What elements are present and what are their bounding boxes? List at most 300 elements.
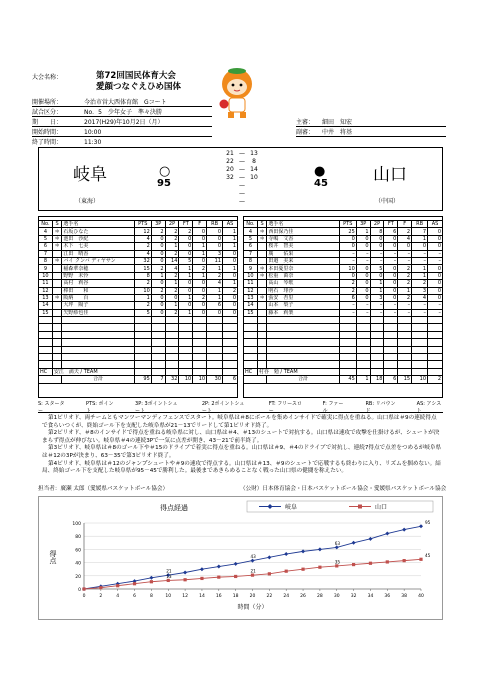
table-cell: 江田 晴香 [62,250,134,257]
table-cell [151,331,165,338]
column-header: No. [39,221,53,228]
table-cell: 25 [339,228,356,235]
column-header: 2P [370,221,384,228]
table-cell: – [356,250,370,257]
table-cell [151,317,165,324]
data-point [285,570,288,573]
away-box-table [243,220,443,384]
quarter-home [224,182,236,190]
table-cell [223,331,238,338]
table-cell [179,339,193,346]
quarter-home: 20 [226,166,234,173]
column-header: AS [428,221,443,228]
table-cell [339,331,356,338]
table-cell: 0 [151,250,165,257]
table-cell: ＊ [257,265,267,272]
table-cell: – [398,309,412,316]
table-cell: 2 [134,243,151,250]
table-cell [356,317,370,324]
table-row [39,272,238,279]
chart-title: 得点経過 [160,504,188,512]
table-cell: 0 [356,294,370,301]
summary-paragraph: 第3ピリオド、岐阜県は＃8のゴール下や＃15のドライブで着実に得点を重ねる。山口県は＃9、＃4のドライブで対抗し、連続7得点で点差をつめるが岐阜県は＃12の3Pが決まり、63－35で第3ピリオド終了。 [42,445,442,459]
table-cell [165,324,179,331]
table-cell: 6 [207,302,223,309]
table-cell: ＊ [52,228,62,235]
table-cell: – [370,257,384,264]
table-cell: – [356,309,370,316]
legend-item: FT: フリースロー [268,401,302,414]
table-cell [52,324,62,331]
table-cell: 6 [39,243,53,250]
table-cell: 0 [151,280,165,287]
total-cell: 10 [193,376,207,383]
table-cell: 10 [39,272,53,279]
table-row [244,324,443,331]
table-cell: 0 [428,235,443,242]
table-row [244,250,443,257]
table-cell: 松重 萬奈 [267,272,339,279]
table-cell [428,331,443,338]
table-cell [39,361,53,368]
table-cell [267,361,339,368]
data-point [419,524,423,528]
table-row [39,250,238,257]
quarter-away [248,190,260,198]
quarter-away: 14 [250,166,258,173]
table-cell: – [398,257,412,264]
table-cell: 15 [134,265,151,272]
legend-label: 山口 [375,504,388,511]
table-cell: 0 [223,294,238,301]
table-cell [370,346,384,353]
table-cell [52,272,62,279]
table-cell: 0 [193,235,207,242]
data-point [369,562,372,565]
total-cell: 15 [398,376,412,383]
total-cell: 45 [339,376,356,383]
data-point [335,545,339,549]
table-row [244,361,443,368]
quarter-row [224,166,260,174]
table-cell: 0 [356,272,370,279]
table-cell: 1 [179,265,193,272]
table-cell [52,280,62,287]
data-point [386,560,389,563]
table-cell [165,346,179,353]
quarter-scores [224,150,260,206]
quarter-sep: — [239,174,245,181]
date-row: 期 日： 2017(H29)年10月2日（月） [32,119,164,126]
total-row [244,376,443,383]
table-cell: 0 [339,272,356,279]
table-cell: 張安 杏里 [267,294,339,301]
table-row [39,354,238,361]
table-cell [52,250,62,257]
home-region: （東海） [75,198,100,205]
table-cell [398,346,412,353]
total-cell: 10 [412,376,428,383]
table-cell: 0 [179,243,193,250]
table-cell: 2 [165,309,179,316]
table-cell: 2 [151,228,165,235]
x-tick-label: 22 [266,594,273,599]
table-cell: 明石 琲沙 [267,287,339,294]
table-cell: 2 [151,287,165,294]
table-cell [179,324,193,331]
table-cell: – [370,309,384,316]
table-cell: 2 [223,287,238,294]
table-cell: 1 [165,243,179,250]
column-header: FT [179,221,193,228]
table-cell: ＊ [257,235,267,242]
table-cell: 0 [151,294,165,301]
column-header: FT [384,221,398,228]
table-cell: 4 [244,228,258,235]
table-row [39,302,238,309]
table-cell: 0 [207,243,223,250]
table-cell: 0 [356,287,370,294]
table-cell: 10 [244,272,258,279]
table-cell: バイ クンバ ディヤサン [62,257,134,264]
table-cell [267,331,339,338]
table-cell [339,324,356,331]
table-cell [356,331,370,338]
table-cell: 0 [179,235,193,242]
total-cell: 32 [165,376,179,383]
total-cell: 6 [384,376,398,383]
data-point [267,555,271,559]
table-cell: 0 [356,265,370,272]
table-cell: 2 [165,287,179,294]
y-tick-label: 60 [75,548,81,554]
x-tick-label: 32 [350,594,357,599]
quarter-away: 13 [250,150,258,157]
table-cell [356,324,370,331]
total-cell: 7 [151,376,165,383]
table-row [244,280,443,287]
table-cell: 2 [151,265,165,272]
hc-label: HC [39,368,53,375]
table-cell [62,317,134,324]
table-cell [193,354,207,361]
legend-item: RB: リバウンド [365,401,396,414]
y-tick-label: 20 [75,574,81,580]
table-cell: 0 [193,287,207,294]
table-cell: 稲森華奈穂 [62,265,134,272]
table-cell: 0 [193,228,207,235]
x-tick-label: 20 [249,594,256,599]
quarter-home [224,198,236,206]
x-tick-label: 16 [215,594,222,599]
x-tick-label: 28 [317,594,323,599]
table-cell [267,317,339,324]
table-cell: 4 [165,265,179,272]
table-cell [370,331,384,338]
table-cell: 高山 琴歌 [267,280,339,287]
column-header: 3P [356,221,370,228]
table-cell [257,302,267,309]
table-cell: 1 [412,265,428,272]
legend-item: AS: アシスト [416,401,442,414]
table-cell: ＊ [52,235,62,242]
data-point [116,584,119,587]
table-cell [384,317,398,324]
table-cell [339,346,356,353]
table-cell: 4 [398,235,412,242]
column-header: 選手名 [62,221,134,228]
table-cell [151,346,165,353]
table-cell: 1 [412,235,428,242]
table-cell: 1 [207,265,223,272]
referee-sub: 副審： 中井 将基 [296,129,353,136]
table-cell: – [384,250,398,257]
column-header: F [398,221,412,228]
table-row [244,272,443,279]
x-tick-label: 0 [82,594,86,599]
table-cell: 1 [207,287,223,294]
y-tick-label: 0 [78,588,81,593]
data-label: 21 [166,568,172,574]
table-cell [165,361,179,368]
table-cell [412,317,428,324]
data-point [419,558,422,561]
table-row [244,228,443,235]
data-point [217,565,221,569]
mascot-logo [216,64,258,122]
column-header: F [193,221,207,228]
table-cell: 1 [193,272,207,279]
legend-label: 岐阜 [285,504,298,511]
table-cell: – [428,257,443,264]
table-cell: 1 [370,280,384,287]
table-row [244,331,443,338]
table-cell: 0 [428,294,443,301]
column-header: 3P [151,221,165,228]
y-tick-label: 100 [72,522,81,527]
table-cell [428,324,443,331]
table-cell: 4 [412,294,428,301]
game-summary [42,415,442,476]
table-cell: 0 [179,302,193,309]
table-row [39,361,238,368]
table-cell [428,339,443,346]
table-cell [370,317,384,324]
table-cell [52,265,62,272]
table-cell [151,339,165,346]
summary-paragraph: 第2ピリオド、＃8のインサイドで得点を重ねる岐阜県に対し、山口県は＃4、＃13のシュートで対抗する。山口県は速攻で攻撃を仕掛けるが、シュートが決まらず得点が伸びない。岐阜県＃4の連続3Pで一気に点差が開き、43－21で前半終了。 [42,430,440,444]
table-cell [257,257,267,264]
table-cell: 4 [134,235,151,242]
table-cell: – [339,257,356,264]
table-cell: 7 [244,250,258,257]
table-cell: 大坪 陽子 [62,302,134,309]
x-tick-label: 26 [300,594,306,599]
table-cell: 阪納 百 [62,294,134,301]
data-point [99,586,102,589]
table-cell [165,339,179,346]
table-header-row [39,221,238,228]
tournament-name-2: 愛顔つなぐえひめ国体 [96,82,182,92]
table-cell [398,317,412,324]
table-cell: 8 [134,272,151,279]
table-cell: 0 [356,243,370,250]
table-cell [193,324,207,331]
table-cell: 3 [207,250,223,257]
table-cell: 0 [207,235,223,242]
table-cell [398,339,412,346]
table-cell: 6 [384,228,398,235]
table-cell [412,346,428,353]
table-cell: – [370,250,384,257]
table-row [244,287,443,294]
table-cell: 棒田 和 [62,287,134,294]
table-cell: 0 [428,272,443,279]
table-cell [193,317,207,324]
column-header: AS [223,221,238,228]
data-label: 13 [166,573,172,579]
table-cell: ＊ [257,294,267,301]
table-cell: 2 [165,250,179,257]
table-cell [207,324,223,331]
table-cell: 0 [151,309,165,316]
data-point [368,537,372,541]
table-row [244,257,443,264]
table-row [39,265,238,272]
chart-svg [39,497,444,621]
data-point [284,552,288,556]
table-cell: 14 [39,302,53,309]
table-cell [398,324,412,331]
table-row [244,294,443,301]
table-cell [370,339,384,346]
x-tick-label: 40 [418,594,424,599]
table-cell: 5 [39,235,53,242]
table-cell: 6 [244,243,258,250]
table-row [39,228,238,235]
table-cell [52,354,62,361]
table-cell [257,331,267,338]
table-cell [223,361,238,368]
y-tick-label: 40 [75,561,81,567]
table-cell [52,302,62,309]
table-cell [52,317,62,324]
table-cell: 1 [412,272,428,279]
table-cell [257,287,267,294]
table-cell: 桜井 智美 [267,243,339,250]
table-cell: 2 [339,280,356,287]
x-tick-label: 6 [133,594,136,599]
data-point [318,547,322,551]
quarter-away [248,198,260,206]
table-cell [165,331,179,338]
legend-item: S: スターター [38,401,65,414]
table-cell [223,346,238,353]
data-point [301,568,304,571]
x-tick-label: 8 [149,594,153,599]
table-cell: 寺嶋 文香 [267,235,339,242]
table-cell: 0 [428,265,443,272]
table-cell: 0 [223,309,238,316]
column-header: 2P [165,221,179,228]
table-cell [267,339,339,346]
table-cell: 4 [207,280,223,287]
table-cell: 0 [384,265,398,272]
table-cell: 1 [134,294,151,301]
table-cell [134,361,151,368]
table-cell: 2 [207,272,223,279]
table-cell: – [356,257,370,264]
table-cell: ＊ [257,228,267,235]
table-cell [339,317,356,324]
tournament-name-1: 第72回国民体育大会 [96,71,176,81]
quarter-sep: — [239,198,245,205]
table-cell: 0 [428,280,443,287]
table-cell [428,354,443,361]
data-label: 95 [425,519,431,525]
quarter-home: 22 [226,158,234,165]
data-point [318,566,321,569]
table-cell [257,354,267,361]
table-cell: – [384,257,398,264]
summary-paragraph: 第4ピリオド、岐阜県は＃12のジャンプシュートや＃9の速攻で得点する。山口県は＃13、＃9のシュートで応戦するも終わりに入り、リズムを掴めない。結局、終始ゴール下を支配した岐阜県が95－45で勝利した。最後まであきらめることなく戦った山口県の健闘を称えたい。 [42,460,441,475]
table-cell: 2 [165,228,179,235]
data-point [301,549,305,553]
table-cell [223,317,238,324]
table-cell: 矢野紗也佳 [62,309,134,316]
table-cell: 5 [179,257,193,264]
table-row [244,265,443,272]
table-row [244,235,443,242]
end-row: 終了時間： 11:30 [32,139,102,146]
x-tick-label: 14 [199,594,205,599]
away-region: （中国） [375,198,400,205]
data-point [251,574,254,577]
table-cell: 9 [244,265,258,272]
table-cell: 12 [244,287,258,294]
table-cell: – [384,309,398,316]
total-cell: 18 [370,376,384,383]
quarter-row [224,158,260,166]
table-cell [384,354,398,361]
x-tick-label: 30 [333,594,340,599]
legend-item: PTS: ポイント [86,401,114,414]
table-cell: 14 [165,257,179,264]
table-cell: 0 [151,243,165,250]
table-row [39,235,238,242]
table-row [39,346,238,353]
table-cell: 11 [39,280,53,287]
column-header: 選手名 [267,221,339,228]
legend-marker [358,505,362,509]
table-cell [412,361,428,368]
table-cell: 2 [398,294,412,301]
column-header: RB [207,221,223,228]
table-cell [134,317,151,324]
table-cell [428,346,443,353]
table-cell: – [412,250,428,257]
hc-row [244,368,443,375]
quarter-row [224,174,260,182]
table-cell: 0 [223,272,238,279]
table-cell [257,280,267,287]
table-cell [356,346,370,353]
data-label: 45 [425,552,431,558]
legend-item: 3P: 3ポイントシュート [135,401,178,414]
table-cell [207,361,223,368]
table-cell [39,324,53,331]
table-cell [134,324,151,331]
